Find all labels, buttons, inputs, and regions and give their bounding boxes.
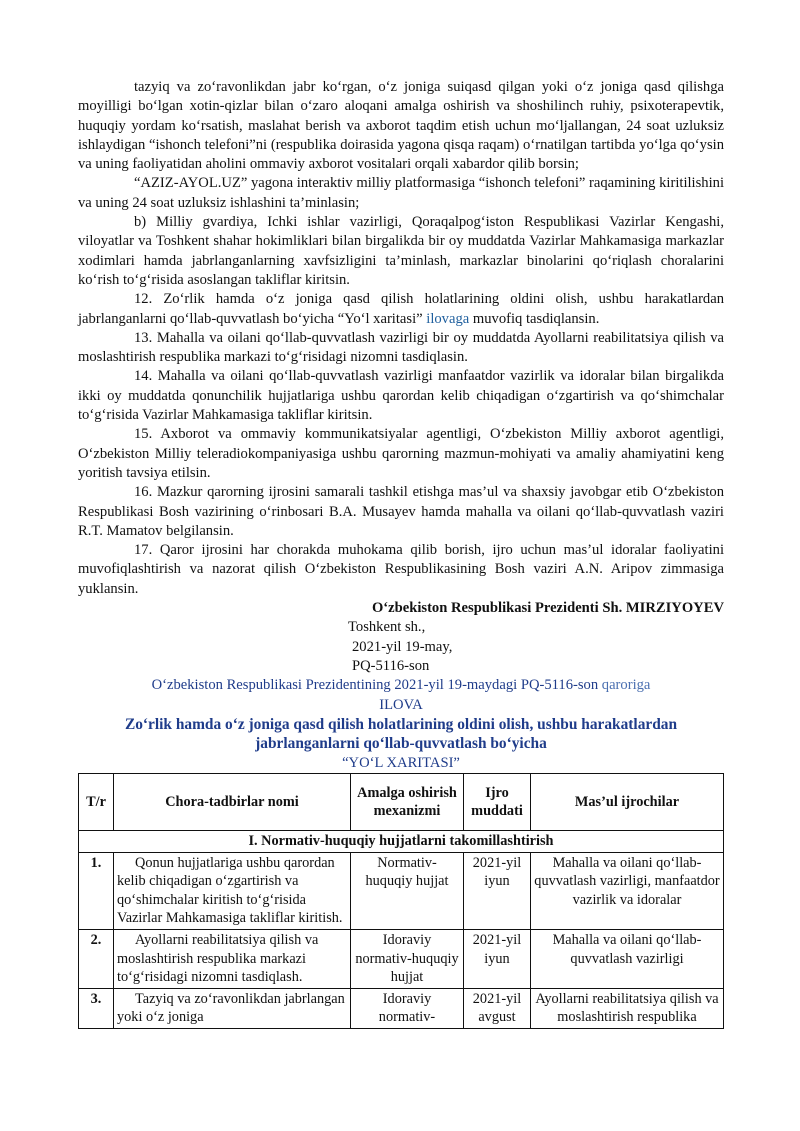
row-responsible: Ayollarni reabilitatsiya qilish va moslashtirish respublika [531, 988, 724, 1028]
appendix-label: ILOVA [379, 696, 423, 713]
header-number: T/r [79, 774, 114, 831]
paragraph-platform: “AZIZ-AYOL.UZ” yagona interaktiv milliy platformasiga “ishonch telefoni” raqamining kiritilishini va uning 24 soat uzluksiz ishlashini ta’minlasin; [78, 175, 724, 211]
paragraph-14: 14. Mahalla va oilani qo‘llab-quvvatlash vazirligi manfaatdor vazirlik va idoralar bilan birgalikda ikki oy muddatda qonunchilik hujjatlariga ushbu qarordan kelib chiqadigan o‘zgartirish va qo‘shimchalar to‘g‘risida Vazirlar Mahkamasiga takliflar kiritsin. [78, 368, 724, 424]
signature-block [348, 618, 724, 676]
row-mechanism: Normativ-huquqiy hujjat [351, 852, 464, 929]
paragraph-continuation: tazyiq va zo‘ravonlikdan jabr ko‘rgan, o‘z joniga suiqasd qilgan yoki o‘z joniga qasd qilishga moyilligi bo‘lgan xotin-qizlar bilan o‘zaro aloqani amalga oshirish va shoshilinch ruhiy, psixoterapevtik, huquqiy yordam ko‘rsatish, maslahat berish va axborot taqdim etish uchun mo‘ljallangan, 24 soat uzluksiz ishlaydigan “ishonch telefoni”ni (respublika doirasida yagona qisqa raqam) o‘rnatilgan tartibda yo‘lga qo‘ysin va uning faoliyatidan aholini ommaviy axborot vositalari orqali xabardor qilib borsin; [78, 79, 724, 173]
row-responsible: Mahalla va oilani qo‘llab-quvvatlash vazirligi [531, 930, 724, 989]
row-measure: Tazyiq va zo‘ravonlikdan jabrlangan yoki o‘z joniga [114, 988, 351, 1028]
paragraph-12-text: 12. Zo‘rlik hamda o‘z joniga qasd qilish holatlarining oldini olish, ushbu harakatlardan jabrlanganlarni qo‘llab-quvvatlash bo‘yicha “Yo‘l xaritasi” [78, 291, 724, 327]
appendix-link[interactable]: ilovaga [426, 310, 470, 327]
appendix-subtitle: “YO‘L XARITASI” [342, 754, 460, 771]
row-deadline: 2021-yil iyun [464, 930, 531, 989]
row-mechanism: Idoraviy normativ-huquqiy hujjat [351, 930, 464, 989]
paragraph-12-tail: muvofiq tasdiqlansin. [469, 310, 600, 327]
header-responsible: Mas’ul ijrochilar [531, 774, 724, 831]
section-title: I. Normativ-huquqiy hujjatlarni takomillashtirish [79, 831, 724, 853]
decree-link[interactable]: qaroriga [601, 677, 651, 694]
signature-date: 2021-yil 19-may, [352, 638, 453, 655]
row-number: 3. [79, 988, 114, 1028]
row-number: 2. [79, 930, 114, 989]
paragraph-17: 17. Qaror ijrosini har chorakda muhokama qilib borish, ijro uchun mas’ul idoralar faoliyatini muvofiqlashtirish va nazorat qilish O‘zbekiston Respublikasining Bosh vaziri A.N. Aripov zimmasiga yuklansin. [78, 542, 724, 597]
header-mechanism: Amalga oshirish mexanizmi [351, 774, 464, 831]
roadmap-table [78, 773, 724, 1029]
signature-title: O‘zbekiston Respublikasi Prezidenti Sh. MIRZIYOYEV [371, 600, 724, 617]
signature-city: Toshkent sh., [348, 619, 426, 636]
paragraph-13: 13. Mahalla va oilani qo‘llab-quvvatlash vazirligi bir oy muddatda Ayollarni reabilitatsiya qilish va moslashtirish respublika markazi to‘g‘risidagi nizomni tasdiqlasin. [78, 329, 724, 366]
appendix-title-line2: jabrlanganlarni qo‘llab-quvvatlash bo‘yicha [255, 735, 547, 753]
table-row [79, 852, 724, 929]
header-deadline: Ijro muddati [464, 774, 531, 831]
row-measure: Qonun hujjatlariga ushbu qarordan kelib chiqadigan o‘zgartirish va qo‘shimchalar kiritish to‘g‘risida Vazirlar Mahkamasiga takliflar kiritish. [114, 852, 351, 929]
table-section-row [79, 831, 724, 853]
row-number: 1. [79, 852, 114, 929]
row-deadline: 2021-yil iyun [464, 852, 531, 929]
appendix-title-line1: Zo‘rlik hamda o‘z joniga qasd qilish holatlarining oldini olish, ushbu harakatlardan [124, 715, 678, 733]
paragraph-b: b) Milliy gvardiya, Ichki ishlar vazirligi, Qoraqalpog‘iston Respublikasi Vazirlar Kengashi, viloyatlar va Toshkent shahar hokimliklari bilan birgalikda bir oy muddatda Vazirlar Mahkamasiga markazlar xodimlari hamda jabrlanganlarning xavfsizligini ta’minlash, markazlar binolarini qo‘riqlash choralarini ko‘rish to‘g‘risida asoslangan takliflar kiritsin. [78, 214, 724, 288]
paragraph-16: 16. Mazkur qarorning ijrosini samarali tashkil etishga mas’ul va shaxsiy javobgar etib O‘zbekiston Respublikasi Bosh vazirining o‘rinbosari B.A. Musayev hamda mahalla va oilani qo‘llab-quvvatlash vaziri R.T. Mamatov belgilansin. [78, 484, 724, 539]
appendix-reference [78, 676, 724, 695]
signature-number: PQ-5116-son [352, 657, 430, 674]
paragraph-12 [78, 290, 724, 329]
table-header-row [79, 774, 724, 831]
appendix-reference-text: O‘zbekiston Respublikasi Prezidentining 2021-yil 19-maydagi PQ-5116-son [151, 677, 602, 694]
table-row [79, 988, 724, 1028]
paragraph-15: 15. Axborot va ommaviy kommunikatsiyalar agentligi, O‘zbekiston Milliy axborot agentligi, O‘zbekiston Milliy teleradiokompaniyasiga ushbu qarorning mazmun-mohiyati va amaliy ahamiyatini keng yoritish tavsiya etilsin. [78, 426, 724, 481]
table-row [79, 930, 724, 989]
row-mechanism: Idoraviy normativ- [351, 988, 464, 1028]
row-deadline: 2021-yil avgust [464, 988, 531, 1028]
row-measure: Ayollarni reabilitatsiya qilish va moslashtirish respublika markazi to‘g‘risidagi nizomni tasdiqlash. [114, 930, 351, 989]
document-page [78, 78, 724, 1029]
header-measures: Chora-tadbirlar nomi [114, 774, 351, 831]
row-responsible: Mahalla va oilani qo‘llab-quvvatlash vazirligi, manfaatdor vazirlik va idoralar [531, 852, 724, 929]
